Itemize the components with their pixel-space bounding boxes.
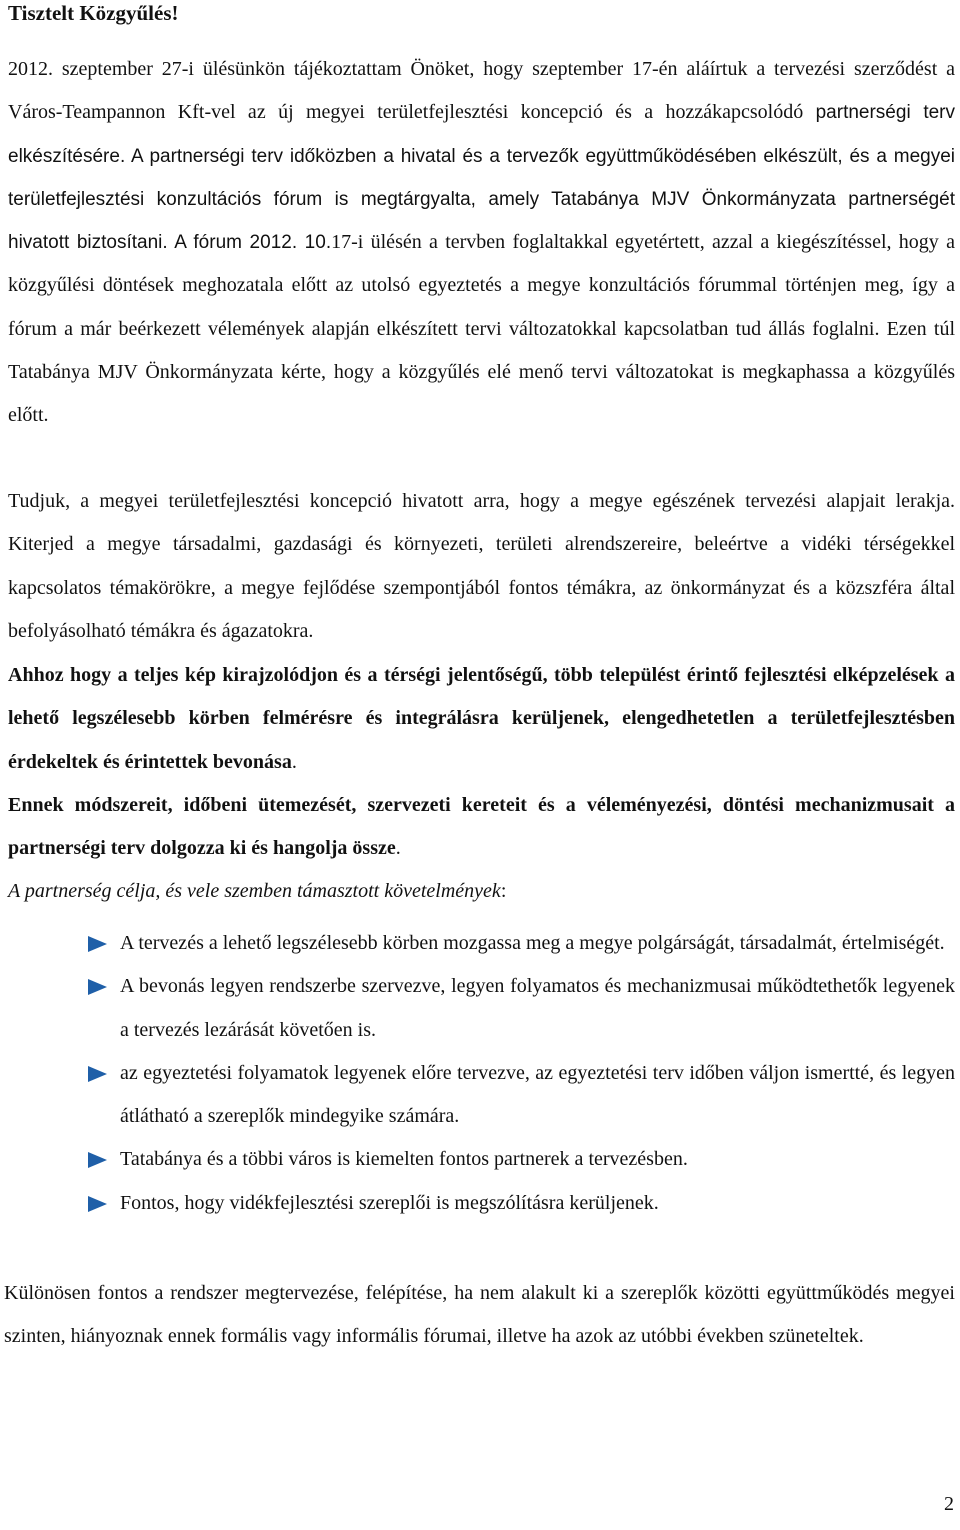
requirements-list — [88, 922, 955, 1225]
paragraph-concept: Tudjuk, a megyei területfejlesztési koncepció hivatott arra, hogy a megye egészének tervezési alapjait lerakja. Kiterjed a megye társadalmi, gazdasági és környezeti, területi alrendszereire, beleértve a vidéki térségekkel kapcsolatos témakörökre, a megye fejlődése szempontjából fontos témákra, az önkormányzat és a közszféra által befolyásolható témákra és ágazatokra. — [8, 490, 955, 642]
paragraph-intro-part2: partnerségi terv elkészítésére. A partnerségi terv időközben a hivatal és a tervezők együttműködésében elkészült, és a megyei területfejlesztési konzultációs fórum is megtárgyalta, amely Tatabánya MJV Önkormányzata partnerségét hivatott biztosítani. A fórum 2012. 10. — [8, 102, 955, 254]
list-item — [88, 1138, 955, 1181]
list-item-text: Fontos, hogy vidékfejlesztési szereplői is megszólításra kerüljenek. — [120, 1191, 659, 1214]
paragraph-intro — [8, 48, 955, 438]
arrow-bullet-icon — [88, 1066, 107, 1082]
salutation-heading: Tisztelt Közgyűlés! — [8, 1, 179, 25]
paragraph-methods — [8, 784, 955, 871]
goals-heading-italic: A partnerség célja, és vele szemben támasztott követelmények — [8, 880, 501, 902]
arrow-bullet-icon — [88, 1152, 107, 1168]
list-item-text: A bevonás legyen rendszerbe szervezve, legyen folyamatos és mechanizmusai működtethetők legyenek a tervezés lezárását követően is. — [120, 975, 955, 1041]
paragraph-involvement — [8, 654, 955, 784]
paragraph-goals-heading — [8, 870, 955, 913]
goals-heading-end: : — [500, 880, 507, 902]
list-item-text: Tatabánya és a többi város is kiemelten fontos partnerek a tervezésben. — [120, 1148, 688, 1171]
paragraph-intro-part3: 17-i ülésén a tervben foglaltakkal egyetértett, azzal a kiegészítéssel, hogy a közgyűlési döntések meghozatala előtt az utolsó egyeztetés a megye konzultációs fórummal történjen meg, így a fórum a már beérkezett vélemények alapján elkészített tervi változatokkal kapcsolatban tud állás foglalni. Ezen túl Tatabánya MJV Önkormányzata kérte, hogy a közgyűlés elé menő tervi változatokat is megkaphassa a közgyűlés előtt. — [8, 231, 955, 427]
paragraph-involvement-bold: Ahhoz hogy a teljes kép kirajzolódjon és a térségi jelentőségű, több települést érintő fejlesztési elképzelések a lehető legszélesebb körben felmérésre és integrálásra kerüljenek, elengedhetetlen a területfejlesztésben érdekeltek és érintettek bevonása — [8, 664, 955, 773]
list-item-text: az egyeztetési folyamatok legyenek előre tervezve, az egyeztetési terv időben váljon ismertté, és legyen átlátható a szereplők mindegyike számára. — [120, 1061, 955, 1128]
list-item — [88, 1052, 955, 1139]
arrow-bullet-icon — [88, 936, 107, 952]
arrow-bullet-icon — [88, 979, 107, 995]
list-item — [88, 922, 955, 965]
paragraph-intro-part1: 2012. szeptember 27-i ülésünkön tájékoztattam Önöket, hogy szeptember 17-én aláírtuk a tervezési szerződést a Város-Teampannon Kft-vel az új megyei területfejlesztési koncepció és a hozzákapcsolódó — [8, 58, 955, 124]
paragraph-system: Különösen fontos a rendszer megtervezése, felépítése, ha nem alakult ki a szereplők közötti együttműködés megyei szinten, hiányoznak ennek formális vagy informális fórumai, illetve ha azok az utóbbi években szüneteltek. — [4, 1282, 955, 1348]
paragraph-methods-bold: Ennek módszereit, időbeni ütemezését, szervezeti kereteit és a véleményezési, döntési mechanizmusait a partnerségi terv dolgozza ki és hangolja össze — [8, 794, 955, 860]
list-item — [88, 1182, 955, 1225]
paragraph-methods-end: . — [395, 837, 401, 860]
list-item-text: A tervezés a lehető legszélesebb körben mozgassa meg a megye polgárságát, társadalmát, értelmiségét. — [120, 932, 945, 954]
list-item — [88, 965, 955, 1052]
page-number: 2 — [944, 1493, 954, 1515]
paragraph-involvement-end: . — [291, 750, 297, 773]
arrow-bullet-icon — [88, 1196, 107, 1212]
